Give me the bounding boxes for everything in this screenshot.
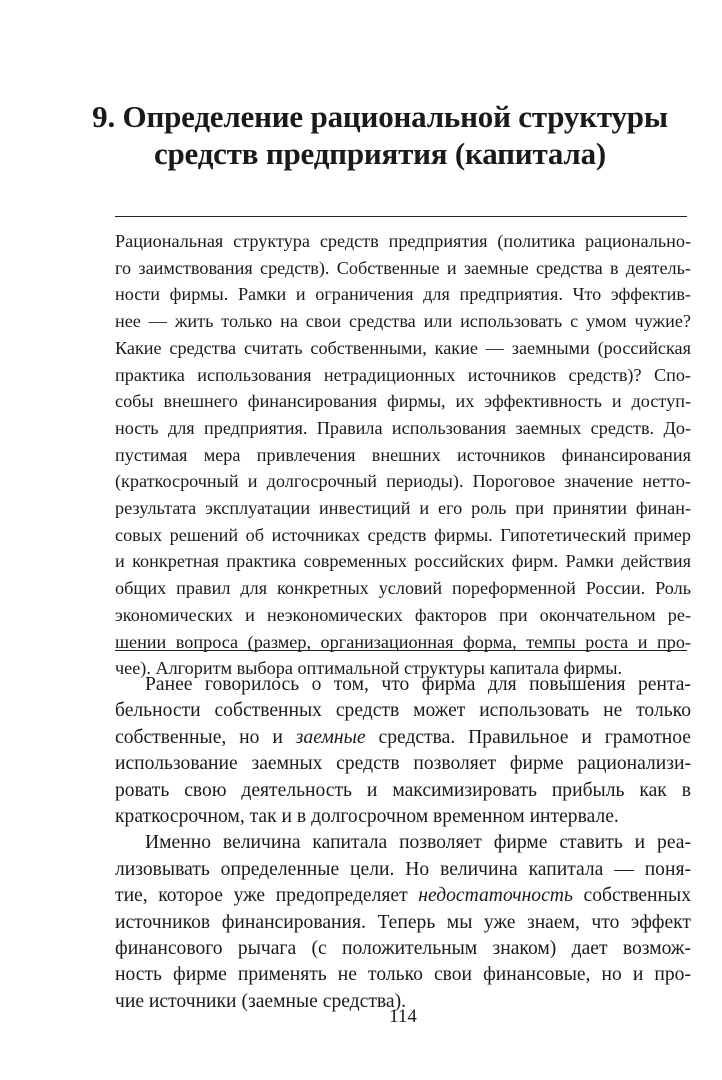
abstract-line: нее — жить только на свои средства или использовать с умом чужие? [115,311,691,332]
body-line: краткосрочном, так и в долгосрочном временном интервале. [115,806,619,828]
abstract-line: (краткосрочный и долгосрочный периоды). Пороговое значение нетто- [115,471,691,492]
italic-term: заемные [295,726,366,748]
abstract-bottom-rule [115,650,687,651]
text-run: тие, которое уже предопределяет [115,885,419,907]
body-line [115,883,691,909]
abstract-line: результата эксплуатации инвестиций и его роль при принятии финан- [115,498,691,519]
abstract-line: практика использования нетрадиционных источников средств)? Спо- [115,364,691,385]
page-number: 114 [389,1006,417,1027]
body-line [115,725,691,751]
text-run: собственных [572,885,691,907]
text-run: собственные, но и [115,726,296,748]
abstract-line: шении вопроса (размер, организационная форма, темпы роста и про- [115,631,691,652]
text-run: средства. Правильное и грамотное [365,726,692,748]
abstract-line: и конкретная практика современных российских фирм. Рамки действия [115,551,691,572]
italic-term: недостаточность [418,885,573,907]
abstract-line: Рациональная структура средств предприятия (политика рационально- [115,231,691,251]
abstract-line: чее). Алгоритм выбора оптимальной структуры капитала фирмы. [115,658,623,679]
chapter-title-line-1: 9. Определение рациональной структуры [92,99,668,134]
body-line: ровать свою деятельность и максимизировать прибыль как в [115,779,691,801]
body-line: источников финансирования. Теперь мы уже знаем, что эффект [115,911,691,933]
body-line: финансового рычага (с положительным знаком) дает возмож- [115,938,691,960]
abstract-line: Какие средства считать собственными, какие — заемными (российская [115,337,691,358]
body-line: использование заемных средств позволяет фирме рационализи- [115,753,691,775]
paragraph-2 [115,830,691,1015]
body-text [115,672,691,1015]
abstract-line: общих правил для конкретных условий пореформенной России. Роль [115,578,691,599]
body-line: ность фирме применять не только свои финансовые, но и про- [115,964,691,986]
abstract-line: пустимая мера привлечения внешних источников финансирования [115,444,691,465]
body-line: Ранее говорилось о том, что фирма для повышения рента- [145,674,691,695]
body-line: Именно величина капитала позволяет фирме ставить и реа- [145,832,691,854]
body-line: лизовывать определенные цели. Но величина капитала — поня- [115,858,691,880]
abstract-line: го заимствования средств). Собственные и заемные средства в деятель- [115,257,691,278]
chapter-title-line-2: средств предприятия (капитала) [153,136,607,171]
chapter-abstract [115,228,691,682]
abstract-line: ности фирмы. Рамки и ограничения для предприятия. Что эффектив- [115,284,691,305]
chapter-title [60,98,700,172]
abstract-line: экономических и неэкономических факторов при окончательном ре- [115,604,691,625]
body-line: чие источники (заемные средства). [115,990,407,1012]
abstract-top-rule [115,216,687,217]
abstract-line: совых решений об источниках средств фирмы. Гипотетический пример [115,524,691,545]
paragraph-1 [115,672,691,830]
body-line: бельности собственных средств может использовать не только [115,700,691,722]
abstract-line: собы внешнего финансирования фирмы, их эффективность и доступ- [115,391,691,412]
abstract-line: ность для предприятия. Правила использования заемных средств. До- [115,417,691,438]
